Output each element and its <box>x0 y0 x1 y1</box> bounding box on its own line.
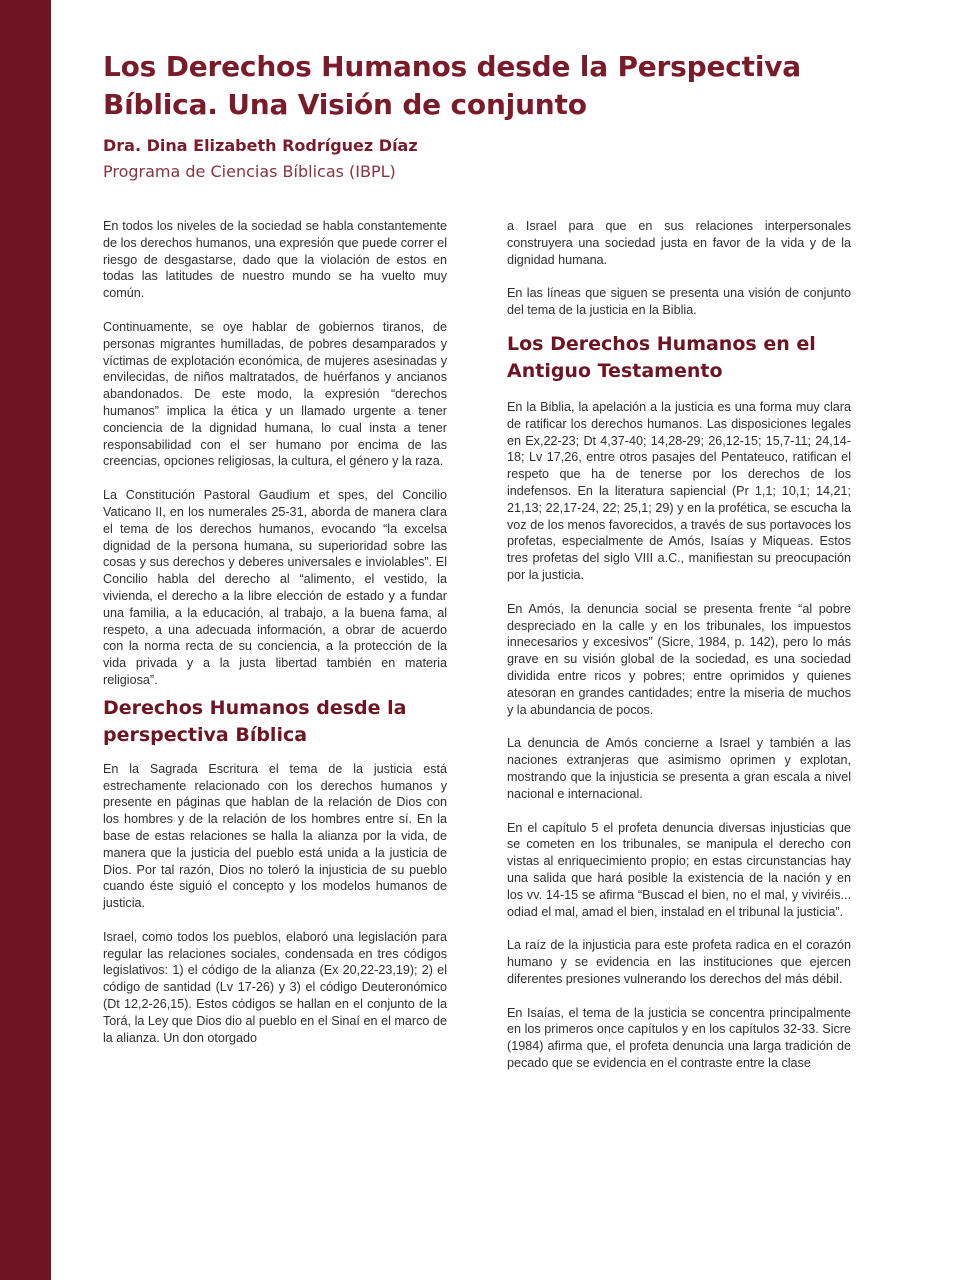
paragraph: a Israel para que en sus relaciones interpersonales construyera una sociedad justa en favor de la vida y de la dignidad humana. <box>507 219 851 267</box>
paragraph: En la Biblia, la apelación a la justicia es una forma muy clara de ratificar los derechos humanos. Las disposiciones legales en Ex,22-23; Dt 4,37-40; 14,28-29; 26,12-15; 15,7-11; 24,14-18; Lv 17,26, entre otros pasajes del Pentateuco, ratifican el respeto que ha de tenerse por los derechos de los indefensos. En la literatura sapiencial (Pr 1,1; 10,1; 14,21; 21,13; 22,17-24, 22; 25,1; 29) y en la profética, se escucha la voz de los menos favorecidos, a través de sus portavoces los profetas, especialmente de Amós, Isaías y Miqueas. Estos tres profetas del siglo VIII a.C., manifiestan su preocupación por la justicia. <box>507 399 851 582</box>
right-column <box>507 218 851 1072</box>
paragraph: En Amós, la denuncia social se presenta frente “al pobre despreciado en la calle y en los tribunales, los impuestos innecesarios y excesivos” (Sicre, 1984, p. 142), pero lo más grave en su visión global de la sociedad, es una sociedad dividida entre ricos y pobres; entre oprimidos y quienes atesoran en grandes cantidades; entre la miseria de muchos y la abundancia de pocos. <box>507 601 851 717</box>
paragraph: En Isaías, el tema de la justicia se concentra principalmente en los primeros once capítulos y en los capítulos 32-33. Sicre (1984) afirma que, el profeta denuncia una larga tradición de pecado que se evidencia en el contraste entre la clase <box>507 1005 851 1071</box>
paragraph: En todos los niveles de la sociedad se habla constantemente de los derechos humanos, una expresión que puede correr el riesgo de desgastarse, dado que la violación de estos en todas las latitudes de nuestro mundo se ha vuelto muy común. <box>103 219 447 301</box>
article-title: Los Derechos Humanos desde la Perspectiva Bíblica. Una Visión de conjunto <box>103 50 801 121</box>
paragraph: Continuamente, se oye hablar de gobiernos tiranos, de personas migrantes humilladas, de pobres desamparados y víctimas de explotación económica, de mujeres asesinadas y envilecidas, de niños maltratados, de huérfanos y ancianos abandonados. De este modo, la expresión “derechos humanos” implica la ética y un llamado urgente a tener conciencia de la dignidad humana, lo cual insta a tener responsabilidad con el ser humano por encima de las creencias, opciones religiosas, la cultura, el género y la raza. <box>103 319 447 469</box>
paragraph: En el capítulo 5 el profeta denuncia diversas injusticias que se cometen en los tribunales, se manipula el derecho con vistas al enriquecimiento propio; en estas circunstancias hay una salida que hará posible la existencia de la nación y en los vv. 14-15 se afirma “Buscad el bien, no el mal, y viviréis... odiad el mal, amad el bien, instalad en el tribunal la justicia”. <box>507 820 851 919</box>
author-affiliation: Programa de Ciencias Bíblicas (IBPL) <box>103 162 396 181</box>
section-heading: Derechos Humanos desde la perspectiva Bíblica <box>103 696 407 746</box>
paragraph: La denuncia de Amós concierne a Israel y también a las naciones extranjeras que asimismo oprimen y explotan, mostrando que la injusticia se presenta a gran escala a nivel nacional e internacional. <box>507 736 851 801</box>
paragraph: La Constitución Pastoral Gaudium et spes, del Concilio Vaticano II, en los numerales 25-31, aborda de manera clara el tema de los derechos humanos, evocando “la excelsa dignidad de la persona humana, su superioridad sobre las cosas y sus derechos y deberes universales e inviolables”. El Concilio habla del derecho al “alimento, el vestido, la vivienda, el derecho a la libre elección de estado y a fundar una familia, a la educación, al trabajo, a la buena fama, al respeto, a una adecuada información, a obrar de acuerdo con la norma recta de su conciencia, a la protección de la vida privada y a la justa libertad también en materia religiosa”. <box>103 488 447 687</box>
section-heading: Los Derechos Humanos en el Antiguo Testamento <box>507 332 816 382</box>
paragraph: En las líneas que siguen se presenta una visión de conjunto del tema de la justicia en la Biblia. <box>507 286 851 318</box>
paragraph: En la Sagrada Escritura el tema de la justicia está estrechamente relacionado con los derechos humanos y presente en páginas que hablan de la relación de Dios con los hombres y de la relación de los hombres entre sí. En la base de estas relaciones se halla la alianza por la vida, de manera que la justicia del pueblo está unida a la justicia de Dios. Por tal razón, Dios no toleró la injusticia de su pueblo cuando éste siguió el concepto y los modelos humanos de justicia. <box>103 761 447 911</box>
left-color-band <box>0 0 51 1280</box>
paragraph: La raíz de la injusticia para este profeta radica en el corazón humano y se evidencia en las instituciones que ejercen diferentes presiones vulnerando los derechos del más débil. <box>507 938 851 986</box>
author-name: Dra. Dina Elizabeth Rodríguez Díaz <box>103 136 418 155</box>
paragraph: Israel, como todos los pueblos, elaboró una legislación para regular las relaciones sociales, condensada en tres códigos legislativos: 1) el código de la alianza (Ex 20,22-23,19); 2) el código de santidad (Lv 17-26) y 3) el código Deuteronómico (Dt 12,2-26,15). Estos códigos se hallan en el conjunto de la Torá, la Ley que Dios dio al pueblo en el Sinaí en el marco de la alianza. Un don otorgado <box>103 929 447 1045</box>
left-column <box>103 218 447 1046</box>
